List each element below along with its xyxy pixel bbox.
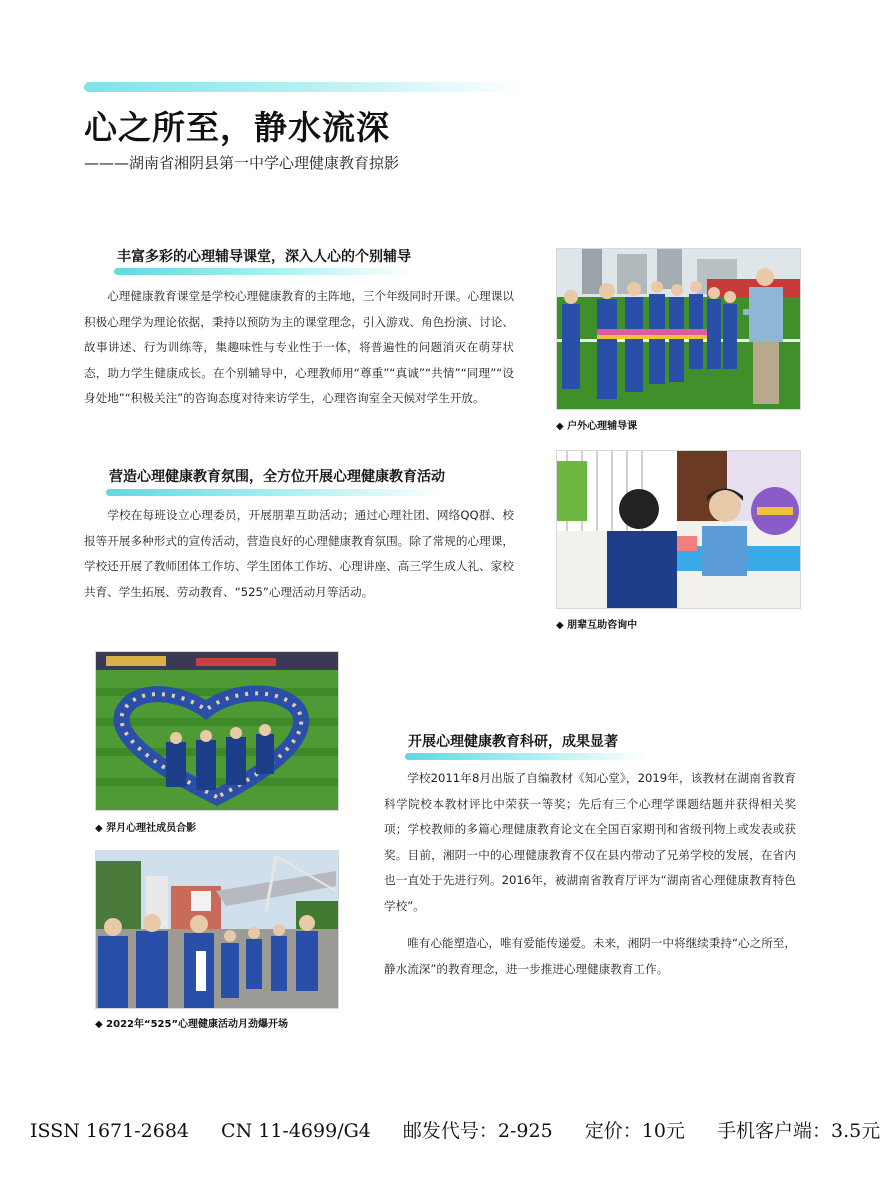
photo-525-opening — [95, 850, 339, 1009]
section-heading-counseling: 丰富多彩的心理辅导课堂，深入人心的个别辅导 — [117, 249, 411, 265]
title-accent-bar — [84, 82, 524, 92]
paragraph: 唯有心能塑造心，唯有爱能传递爱。未来，湘阴一中将继续秉持“心之所至，静水流深”的教育理念，进一步推进心理健康教育工作。 — [384, 936, 796, 976]
photo-outdoor-class — [556, 248, 801, 410]
page-subtitle: ———湖南省湘阴县第一中学心理健康教育掠影 — [84, 154, 400, 172]
cn-number: CN 11-4699/G4 — [221, 1120, 371, 1142]
section-accent-bar — [405, 753, 645, 760]
paragraph: 心理健康教育课堂是学校心理健康教育的主阵地，三个年级同时开课。心理课以积极心理学为理论依据，秉持以预防为主的课堂理念，引入游戏、角色扮演、讨论、故事讲述、行为训练等，集趣味性与专业性于一体，将普遍性的问题消灭在萌芽状态，助力学生健康成长。在个别辅导中，心理教师用“尊重”“真诚”“共情”“同理”“设身处地”“积极关注”的咨询态度对待来访学生，心理咨询室全天候对学生开放。 — [84, 289, 514, 405]
paragraph: 学校在每班设立心理委员，开展朋辈互助活动；通过心理社团、网络QQ群、校报等开展多种形式的宣传活动，营造良好的心理健康教育氛围。除了常规的心理课，学校还开展了教师团体工作坊、学生团体工作坊、心理讲座、高三学生成人礼、家校共育、学生拓展、劳动教育、“525”心理活动月等活动。 — [84, 508, 514, 599]
postal-code: 邮发代号：2-925 — [402, 1120, 553, 1142]
section-body-atmosphere — [84, 503, 514, 605]
section-heading-research: 开展心理健康教育科研，成果显著 — [408, 734, 618, 750]
page-title: 心之所至，静水流深 — [84, 108, 390, 147]
photo-caption: ◆ 朋辈互助咨询中 — [556, 620, 638, 631]
photo-caption: ◆ 羿月心理社成员合影 — [95, 823, 197, 834]
photo-club-group — [95, 651, 339, 811]
price: 定价：10元 — [584, 1120, 685, 1142]
section-accent-bar — [114, 268, 414, 275]
issn-number: ISSN 1671-2684 — [30, 1120, 189, 1142]
photo-caption: ◆ 户外心理辅导课 — [556, 421, 638, 432]
publication-footer — [30, 1116, 881, 1143]
photo-caption: ◆ 2022年“525”心理健康活动月劲爆开场 — [95, 1019, 289, 1030]
section-accent-bar — [106, 489, 446, 496]
paragraph: 学校2011年8月出版了自编教材《知心堂》，2019年，该教材在湖南省教育科学院校本教材评比中荣获一等奖；先后有三个心理学课题结题并获得相关奖项；学校教师的多篇心理健康教育论文在全国百家期刊和省级刊物上或发表或获奖。目前，湘阴一中的心理健康教育不仅在县内带动了兄弟学校的发展，在省内也一直处于先进行列。2016年，被湖南省教育厅评为“湖南省心理健康教育特色学校”。 — [384, 771, 796, 913]
photo-peer-counseling — [556, 450, 801, 609]
section-body-research — [384, 766, 796, 982]
mobile-price: 手机客户端：3.5元 — [716, 1120, 881, 1142]
section-body-counseling — [84, 284, 514, 412]
section-heading-atmosphere: 营造心理健康教育氛围，全方位开展心理健康教育活动 — [109, 469, 445, 485]
